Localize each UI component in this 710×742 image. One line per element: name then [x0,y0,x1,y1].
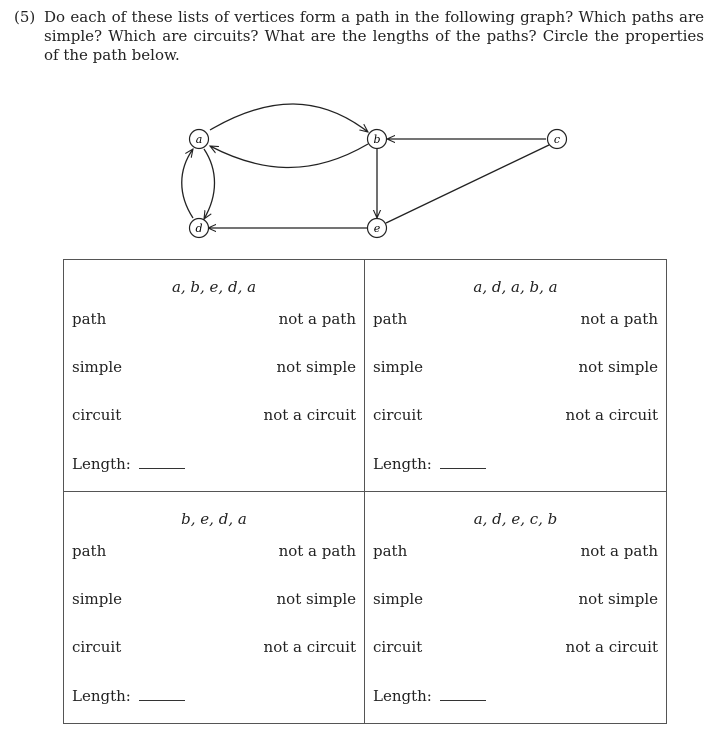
simple-option[interactable]: simple [72,589,122,608]
edge-b-a [210,144,368,168]
length-blank[interactable] [440,687,486,701]
length-label: Length: [373,686,432,705]
path-option[interactable]: path [72,310,107,328]
vertex-a-label: a [195,133,203,146]
vertex-e-label: e [373,222,381,235]
vertex-sequence: a, d, e, c, b [473,509,558,528]
simple-option[interactable]: simple [373,589,423,608]
circuit-option[interactable]: circuit [72,406,122,424]
answer-cell [64,492,365,724]
vertex-c-label: c [553,133,561,146]
circuit-option[interactable]: circuit [373,637,423,656]
not-path-option[interactable]: not a path [278,541,356,560]
length-label: Length: [72,455,131,473]
not-simple-option[interactable]: not simple [578,589,658,608]
not-path-option[interactable]: not a path [580,310,658,328]
not-path-option[interactable]: not a path [278,310,356,328]
circuit-option[interactable]: circuit [72,637,122,656]
not-simple-option[interactable]: not simple [578,358,658,376]
vertex-sequence: a, d, a, b, a [473,278,558,296]
vertex-b [368,130,387,149]
path-option[interactable]: path [373,310,408,328]
length-blank[interactable] [139,687,185,701]
not-circuit-option[interactable]: not a circuit [263,406,356,424]
edge-e-c [386,145,549,223]
length-label: Length: [373,455,432,473]
not-circuit-option[interactable]: not a circuit [263,637,356,656]
vertex-sequence: a, b, e, d, a [171,278,257,296]
edge-a-d [204,149,215,219]
not-circuit-option[interactable]: not a circuit [565,637,658,656]
answer-cell [365,492,666,724]
edge-a-b [210,104,368,132]
question-number: (5) [14,8,36,26]
simple-option[interactable]: simple [373,358,423,376]
vertex-d [190,219,209,238]
not-path-option[interactable]: not a path [580,541,658,560]
vertex-b-label: b [373,133,381,146]
vertex-a [190,130,209,149]
answer-cell [365,260,666,492]
graph-diagram [0,0,710,260]
not-simple-option[interactable]: not simple [276,589,356,608]
not-circuit-option[interactable]: not a circuit [565,406,658,424]
path-option[interactable]: path [373,541,408,560]
vertex-d-label: d [195,222,203,235]
vertex-e [368,219,387,238]
length-blank[interactable] [139,455,185,469]
length-label: Length: [72,686,131,705]
simple-option[interactable]: simple [72,358,122,376]
edge-d-a [182,149,193,218]
path-option[interactable]: path [72,541,107,560]
not-simple-option[interactable]: not simple [276,358,356,376]
vertex-sequence: b, e, d, a [181,509,247,528]
answer-grid [63,259,667,724]
circuit-option[interactable]: circuit [373,406,423,424]
vertex-c [548,130,567,149]
question-body: Do each of these lists of vertices form a path in the following graph? Which paths are simple? Which are circuits? What are the lengths of the paths? Circle the properties of the path below. [44,8,704,64]
answer-cell [64,260,365,492]
length-blank[interactable] [440,455,486,469]
